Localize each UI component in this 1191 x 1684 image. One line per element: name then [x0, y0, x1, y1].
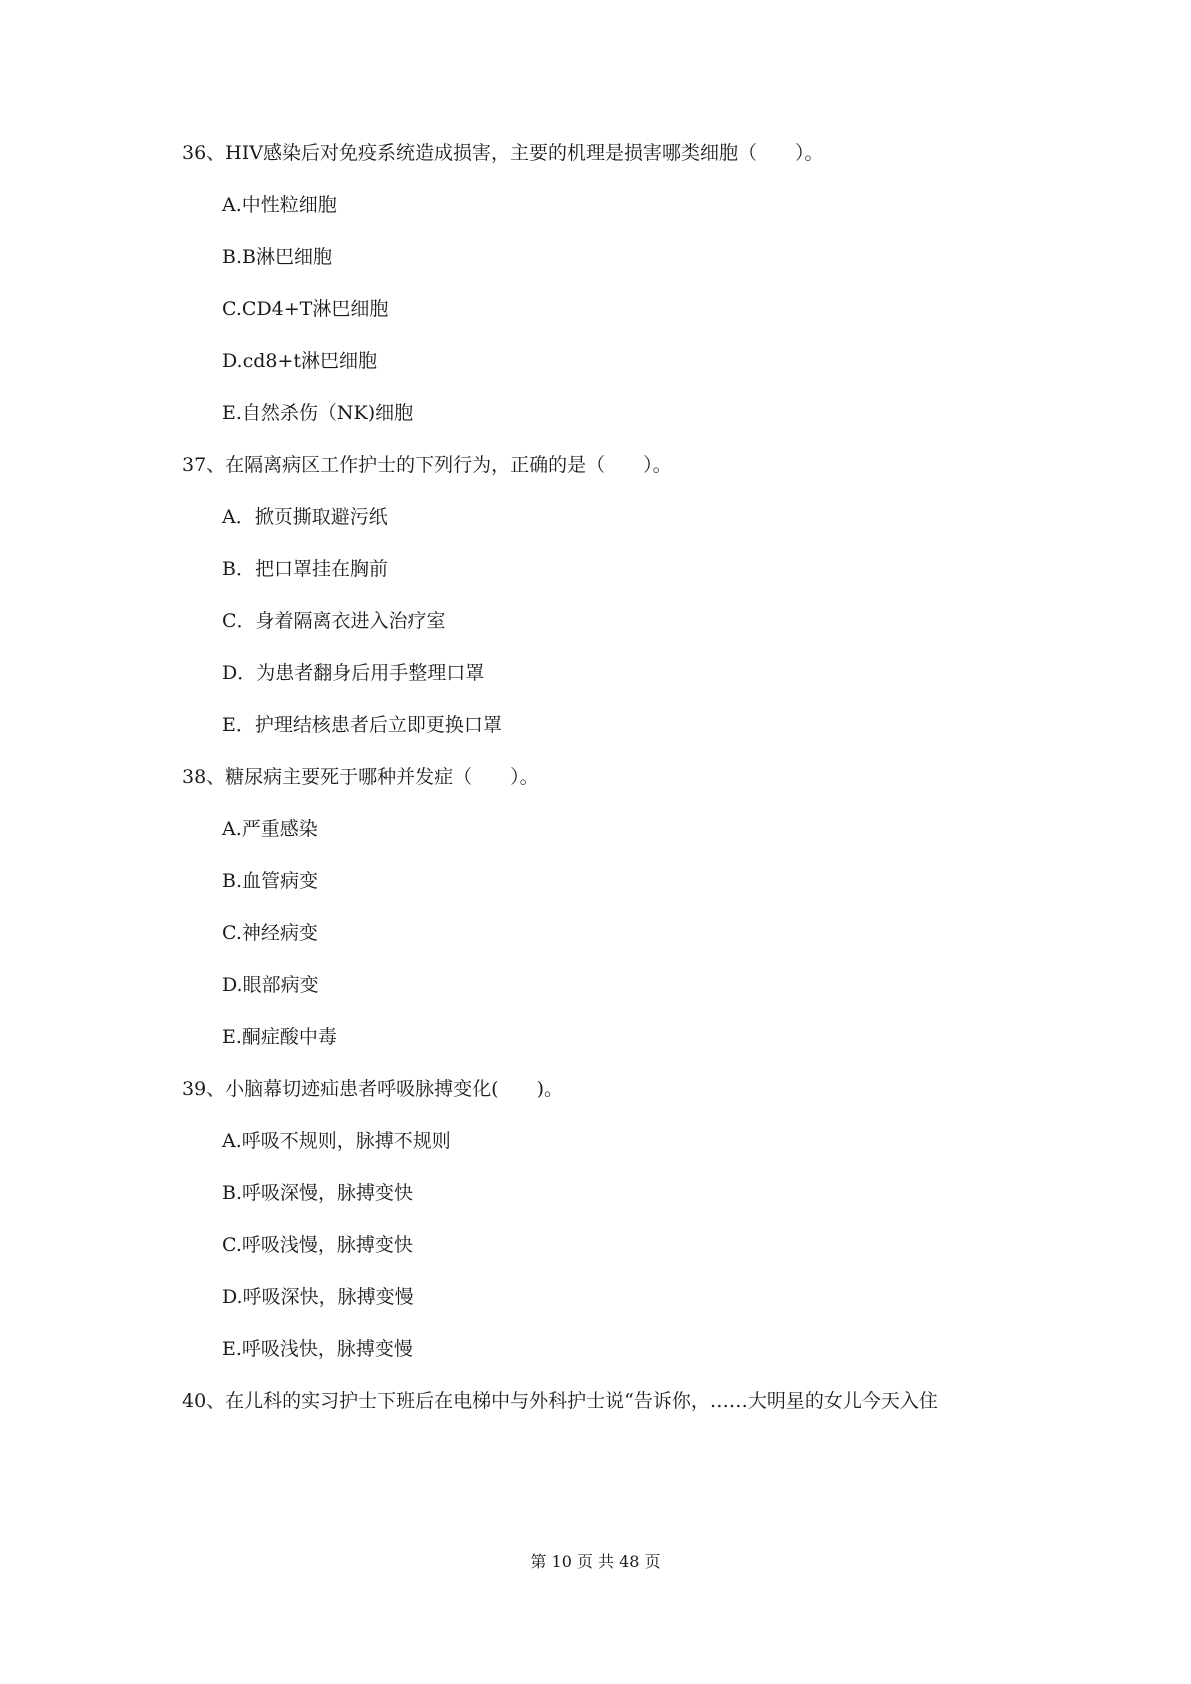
- question-stem-39: 39、小脑幕切迹疝患者呼吸脉搏变化( )。: [182, 1078, 564, 1100]
- option-36-b: B.B淋巴细胞: [222, 246, 332, 268]
- option-39-a: A.呼吸不规则，脉搏不规则: [222, 1130, 451, 1152]
- option-39-e: E.呼吸浅快，脉搏变慢: [222, 1338, 413, 1360]
- option-38-a: A.严重感染: [222, 818, 318, 840]
- option-39-c: C.呼吸浅慢，脉搏变快: [222, 1234, 413, 1256]
- option-38-d: D.眼部病变: [222, 974, 319, 996]
- option-37-e: E．护理结核患者后立即更换口罩: [222, 714, 502, 736]
- option-36-e: E.自然杀伤（NK)细胞: [222, 402, 414, 424]
- option-37-b: B．把口罩挂在胸前: [222, 558, 388, 580]
- option-36-d: D.cd8+t淋巴细胞: [222, 350, 378, 372]
- option-38-b: B.血管病变: [222, 870, 319, 892]
- question-stem-38: 38、糖尿病主要死于哪种并发症（ ）。: [182, 766, 539, 788]
- page-footer: 第 10 页 共 48 页: [530, 1552, 661, 1571]
- option-36-a: A.中性粒细胞: [222, 194, 337, 216]
- option-39-d: D.呼吸深快，脉搏变慢: [222, 1286, 414, 1308]
- question-stem-37: 37、在隔离病区工作护士的下列行为，正确的是（ ）。: [182, 454, 672, 476]
- question-stem-40: 40、在儿科的实习护士下班后在电梯中与外科护士说“告诉你，……大明星的女儿今天入住: [182, 1390, 938, 1412]
- option-38-e: E.酮症酸中毒: [222, 1026, 337, 1048]
- option-36-c: C.CD4+T淋巴细胞: [222, 298, 389, 320]
- option-39-b: B.呼吸深慢，脉搏变快: [222, 1182, 414, 1204]
- question-stem-36: 36、HIV感染后对免疫系统造成损害，主要的机理是损害哪类细胞（ ）。: [182, 142, 824, 164]
- option-38-c: C.神经病变: [222, 922, 318, 944]
- option-37-a: A．掀页撕取避污纸: [222, 506, 388, 528]
- option-37-d: D．为患者翻身后用手整理口罩: [222, 662, 485, 684]
- option-37-c: C．身着隔离衣进入治疗室: [222, 610, 446, 632]
